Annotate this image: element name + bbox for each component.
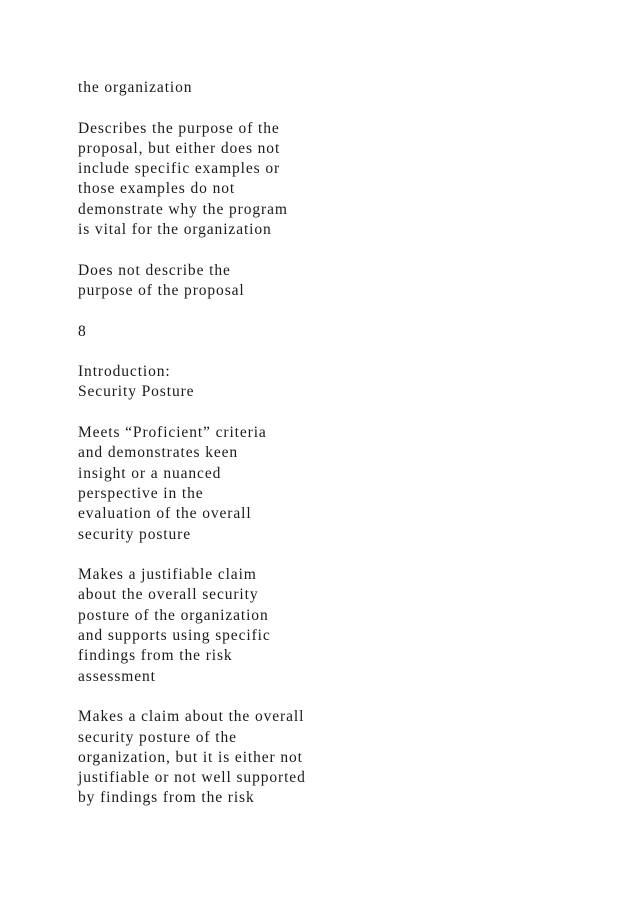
text-line: perspective in the [78,484,204,502]
paragraph-proficient [78,565,578,687]
text-line: Does not describe the [78,261,231,279]
text-line: organization, but it is either not [78,748,303,766]
document-text [78,78,578,829]
criterion-heading [78,362,578,403]
text-line: findings from the risk [78,647,233,665]
paragraph-exemplary [78,423,578,545]
text-line: the organization [78,79,193,96]
paragraph-purpose-missing [78,261,578,302]
text-line: is vital for the organization [78,221,272,239]
text-line: those examples do not [78,180,236,198]
text-line: include specific examples or [78,160,281,178]
paragraph-needs-improvement [78,707,578,808]
text-line: Meets “Proficient” criteria [78,424,267,442]
text-line: Introduction: [78,363,171,381]
text-line: justifiable or not well supported [78,769,306,787]
text-line: posture of the organization [78,606,269,624]
text-line: Makes a justifiable claim [78,566,257,584]
text-line: security posture of the [78,728,237,746]
text-line: proposal, but either does not [78,139,281,157]
text-line: Security Posture [78,383,195,401]
text-line: Describes the purpose of the [78,119,280,137]
text-line: about the overall security [78,586,259,604]
text-line: demonstrate why the program [78,200,288,218]
points-value [78,322,578,342]
text-line: assessment [78,667,156,685]
text-line: purpose of the proposal [78,281,245,299]
text-line: insight or a nuanced [78,464,222,482]
paragraph-organization-tail [78,78,578,98]
text-line: and supports using specific [78,627,271,645]
text-line: security posture [78,525,191,543]
paragraph-purpose-partial [78,119,578,241]
text-line: 8 [78,322,87,340]
text-line: Makes a claim about the overall [78,708,305,726]
text-line: evaluation of the overall [78,505,252,523]
text-line: by findings from the risk [78,789,255,807]
text-line: and demonstrates keen [78,444,239,462]
